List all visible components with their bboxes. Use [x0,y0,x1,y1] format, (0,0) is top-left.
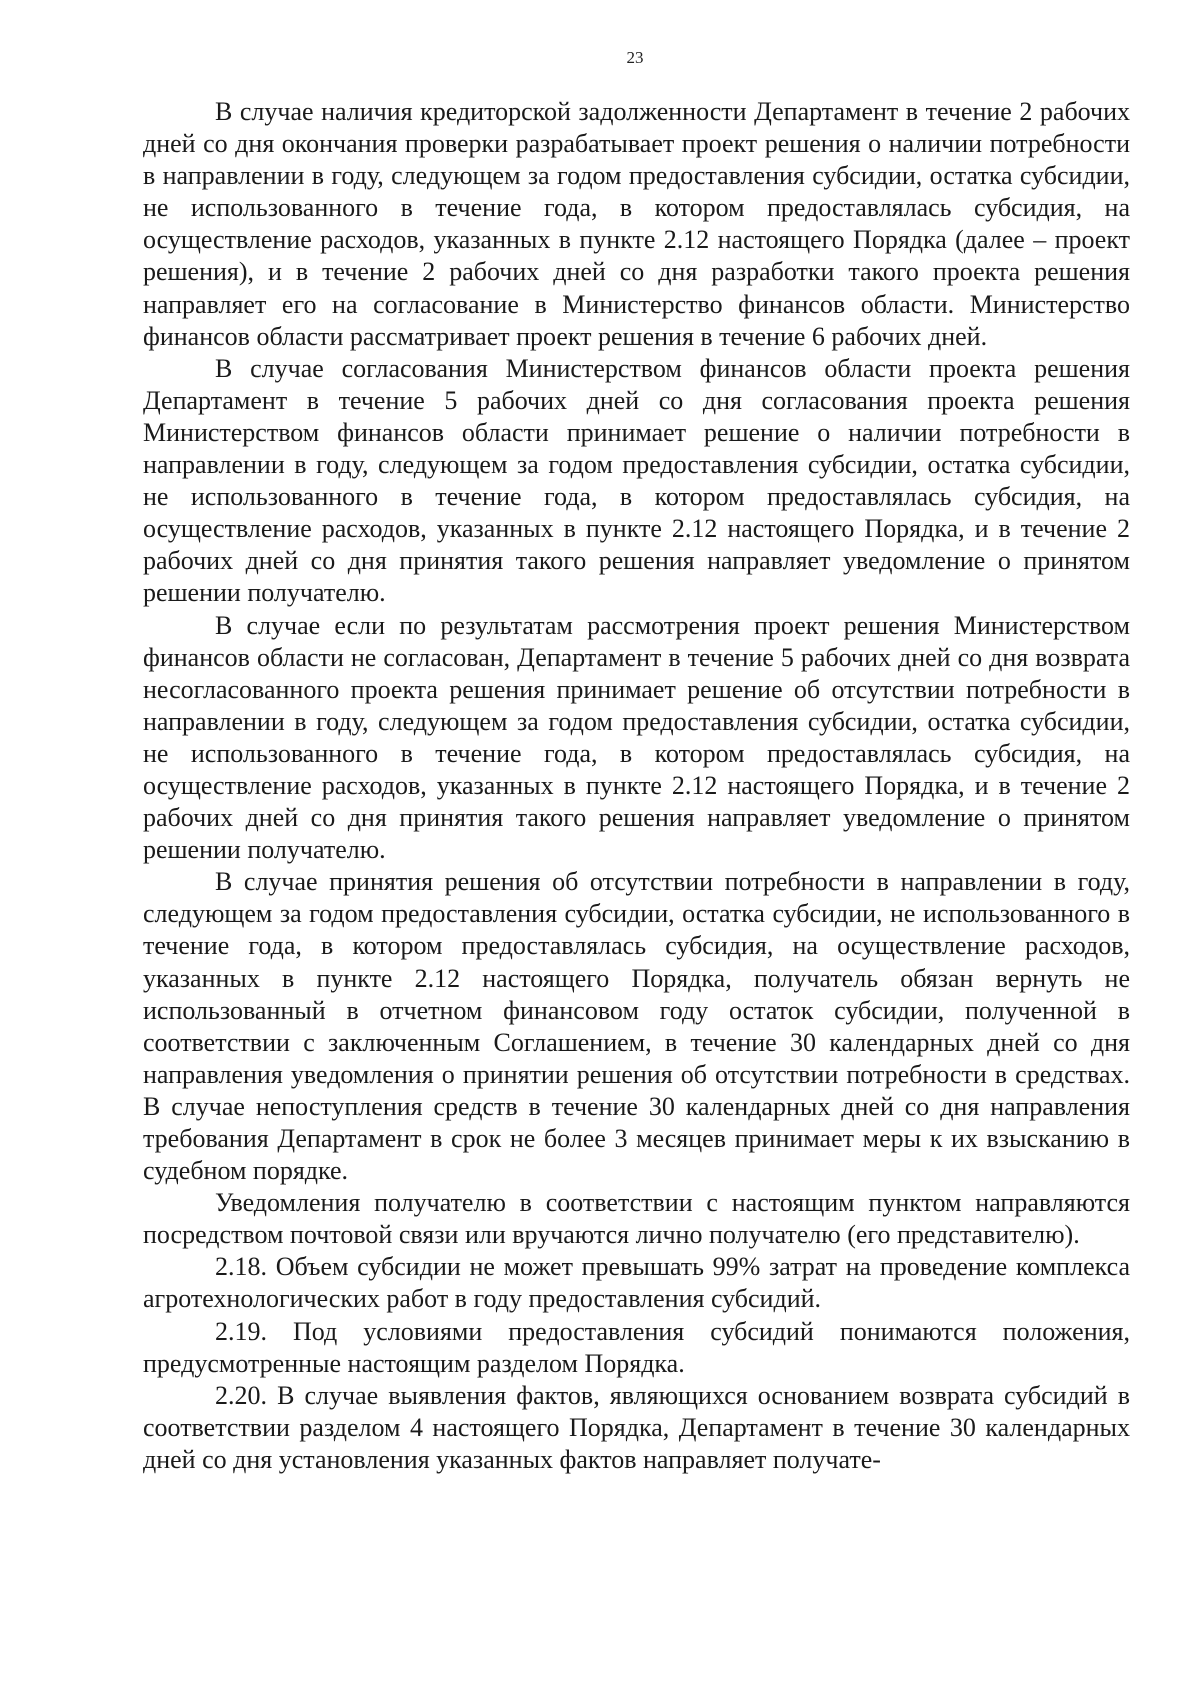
paragraph-creditor-debt: В случае наличия кредиторской задолженности Департамент в течение 2 рабочих дней со дня окончания проверки разрабатывает проект решения о наличии потребности в направлении в году, следующем за годом предоставления субсидии, остатка субсидии, не использованного в течение года, в котором предоставлялась субсидия, на осуществление расходов, указанных в пункте 2.12 настоящего Порядка (далее – проект решения), и в течение 2 рабочих дней со дня разработки такого проекта решения направляет его на согласование в Министерство финансов области. Министерство финансов области рассматривает проект решения в течение 6 рабочих дней. [143,97,1130,351]
paragraph-clause-2-20: 2.20. В случае выявления фактов, являющихся основанием возврата субсидий в соответствии разделом 4 настоящего Порядка, Департамент в течение 30 календарных дней со дня установления указанных фактов направляет получате- [143,1380,1130,1474]
paragraph-return-obligation: В случае принятия решения об отсутствии потребности в направлении в году, следующем за годом предоставления субсидии, остатка субсидии, не использованного в течение года, в котором предоставлялась субсидия, на осуществление расходов, указанных в пункте 2.12 настоящего Порядка, получатель обязан вернуть не использованный в отчетном финансовом году остаток субсидии, полученной в соответствии с заключенным Соглашением, в течение 30 календарных дней со дня направления уведомления о принятии решения об отсутствии потребности в средствах. В случае непоступления средств в течение 30 календарных дней со дня направления требования Департамент в срок не более 3 месяцев принимает меры к их взысканию в судебном порядке. [143,867,1130,1186]
document-body [143,96,1130,1476]
paragraph-clause-2-19: 2.19. Под условиями предоставления субсидий понимаются положения, предусмотренные настоящим разделом Порядка. [143,1316,1130,1378]
paragraph-not-approved: В случае если по результатам рассмотрения проект решения Министерством финансов области не согласован, Департамент в течение 5 рабочих дней со дня возврата несогласованного проекта решения принимает решение об отсутствии потребности в направлении в году, следующем за годом предоставления субсидии, остатка субсидии, не использованного в течение года, в котором предоставлялась субсидия, на осуществление расходов, указанных в пункте 2.12 настоящего Порядка, и в течение 2 рабочих дней со дня принятия такого решения направляет уведомление о принятом решении получателю. [143,610,1130,865]
paragraph-clause-2-18: 2.18. Объем субсидии не может превышать 99% затрат на проведение комплекса агротехнологических работ в году предоставления субсидий. [143,1252,1130,1314]
paragraph-notification-delivery: Уведомления получателю в соответствии с настоящим пунктом направляются посредством почтовой связи или вручаются лично получателю (его представителю). [143,1188,1130,1250]
paragraph-approval-by-ministry: В случае согласования Министерством финансов области проекта решения Департамент в течение 5 рабочих дней со дня согласования проекта решения Министерством финансов области принимает решение о наличии потребности в направлении в году, следующем за годом предоставления субсидии, остатка субсидии, не использованного в течение года, в котором предоставлялась субсидия, на осуществление расходов, указанных в пункте 2.12 настоящего Порядка, и в течение 2 рабочих дней со дня принятия такого решения направляет уведомление о принятом решении получателю. [143,353,1130,608]
page-number: 23 [626,48,644,67]
